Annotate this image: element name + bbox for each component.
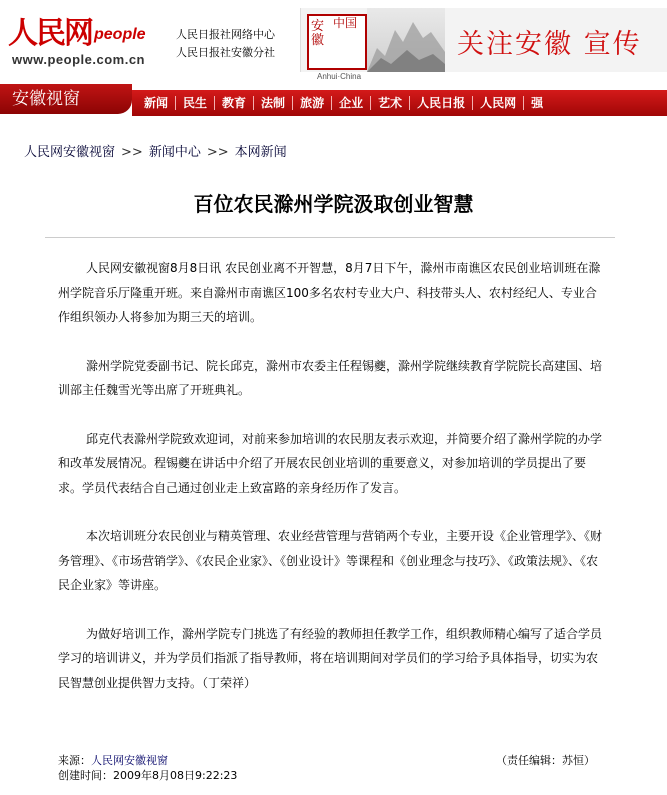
site-header: [0, 0, 667, 80]
logo-cn: 人民网: [8, 16, 92, 51]
breadcrumb: [24, 141, 287, 160]
header-banner[interactable]: [300, 8, 667, 81]
article-body: [58, 256, 606, 719]
article-paragraph: 人民网安徽视窗8月8日讯 农民创业离不开智慧，8月7日下午，滁州市南谯区农民创业培训班在滁州学院音乐厅隆重开班。来自滁州市南谯区100多名农村专业大户、科技带头人、农村经纪人、专业合作组织领办人将参加为期三天的培训。: [58, 261, 601, 324]
banner-slogan: 关注安徽 宣传: [457, 29, 642, 60]
site-name-tab[interactable]: 安徽视窗: [0, 84, 132, 114]
breadcrumb-news-center[interactable]: 新闻中心: [148, 145, 201, 160]
org-info: [176, 26, 275, 62]
nav-item-business[interactable]: 企业: [332, 96, 371, 110]
nav-item-art[interactable]: 艺术: [371, 96, 410, 110]
breadcrumb-local-news[interactable]: 本网新闻: [234, 145, 287, 160]
main-nav: [0, 80, 667, 120]
people-logo[interactable]: [8, 8, 168, 67]
title-divider: [45, 237, 615, 238]
source-link[interactable]: 人民网安徽视窗: [91, 754, 168, 767]
nav-item-people-net[interactable]: 人民网: [473, 96, 524, 110]
nav-item-more[interactable]: 强: [531, 96, 544, 110]
nav-item-news[interactable]: 新闻: [132, 96, 176, 110]
nav-item-livelihood[interactable]: 民生: [176, 96, 215, 110]
article-paragraph: 本次培训班分农民创业与精英管理、农业经营管理与营销两个专业，主要开设《企业管理学》、《财务管理》、《市场营销学》、《农民企业家》、《创业设计》等课程和《创业理念与技巧》、《政策法规》、《农民企业家》等讲座。: [58, 529, 603, 592]
seal-left-text: 安徽: [311, 19, 325, 48]
source-label: 来源：: [58, 754, 91, 767]
nav-bar: [132, 90, 667, 116]
seal-en-text: Anhui·China: [316, 72, 362, 81]
article-source: [58, 752, 168, 768]
mountain-image: [367, 8, 445, 72]
seal-right-text: 中国: [332, 16, 357, 30]
nav-item-education[interactable]: 教育: [215, 96, 254, 110]
article-title: 百位农民滁州学院汲取创业智慧: [193, 192, 474, 216]
article-paragraph: 为做好培训工作，滁州学院专门挑选了有经验的教师担任教学工作，组织教师精心编写了适合学员学习的培训讲义，并为学员们指派了指导教师，将在培训期间对学员们的学习给予具体指导，切实为农民智慧创业提供智力支持。（丁荣祥）: [58, 626, 603, 690]
anhui-seal-icon: [307, 14, 367, 81]
breadcrumb-home[interactable]: 人民网安徽视窗: [24, 145, 116, 160]
org-line-2: 人民日报社安徽分社: [176, 46, 275, 59]
nav-item-peoples-daily[interactable]: 人民日报: [410, 96, 473, 110]
breadcrumb-sep: >>: [206, 145, 229, 160]
logo-en: people: [94, 26, 146, 43]
article-paragraph: 邱克代表滁州学院致欢迎词，对前来参加培训的农民朋友表示欢迎，并简要介绍了滁州学院的办学和改革发展情况。程锡夔在讲话中介绍了开展农民创业培训的重要意义，对参加培训的学员提出了要求。学员代表结合自己通过创业走上致富路的亲身经历作了发言。: [58, 431, 603, 495]
org-line-1: 人民日报社网络中心: [176, 28, 275, 41]
nav-item-travel[interactable]: 旅游: [293, 96, 332, 110]
nav-item-law[interactable]: 法制: [254, 96, 293, 110]
created-time: 创建时间：2009年8月08日9:22:23: [58, 769, 238, 782]
logo-url: www.people.com.cn: [12, 52, 145, 67]
responsible-editor: （责任编辑：苏恒）: [496, 754, 595, 767]
breadcrumb-sep: >>: [121, 145, 143, 160]
article-paragraph: 滁州学院党委副书记、院长邱克，滁州市农委主任程锡夔，滁州学院继续教育学院院长高建国、培训部主任魏雪光等出席了开班典礼。: [58, 358, 603, 397]
